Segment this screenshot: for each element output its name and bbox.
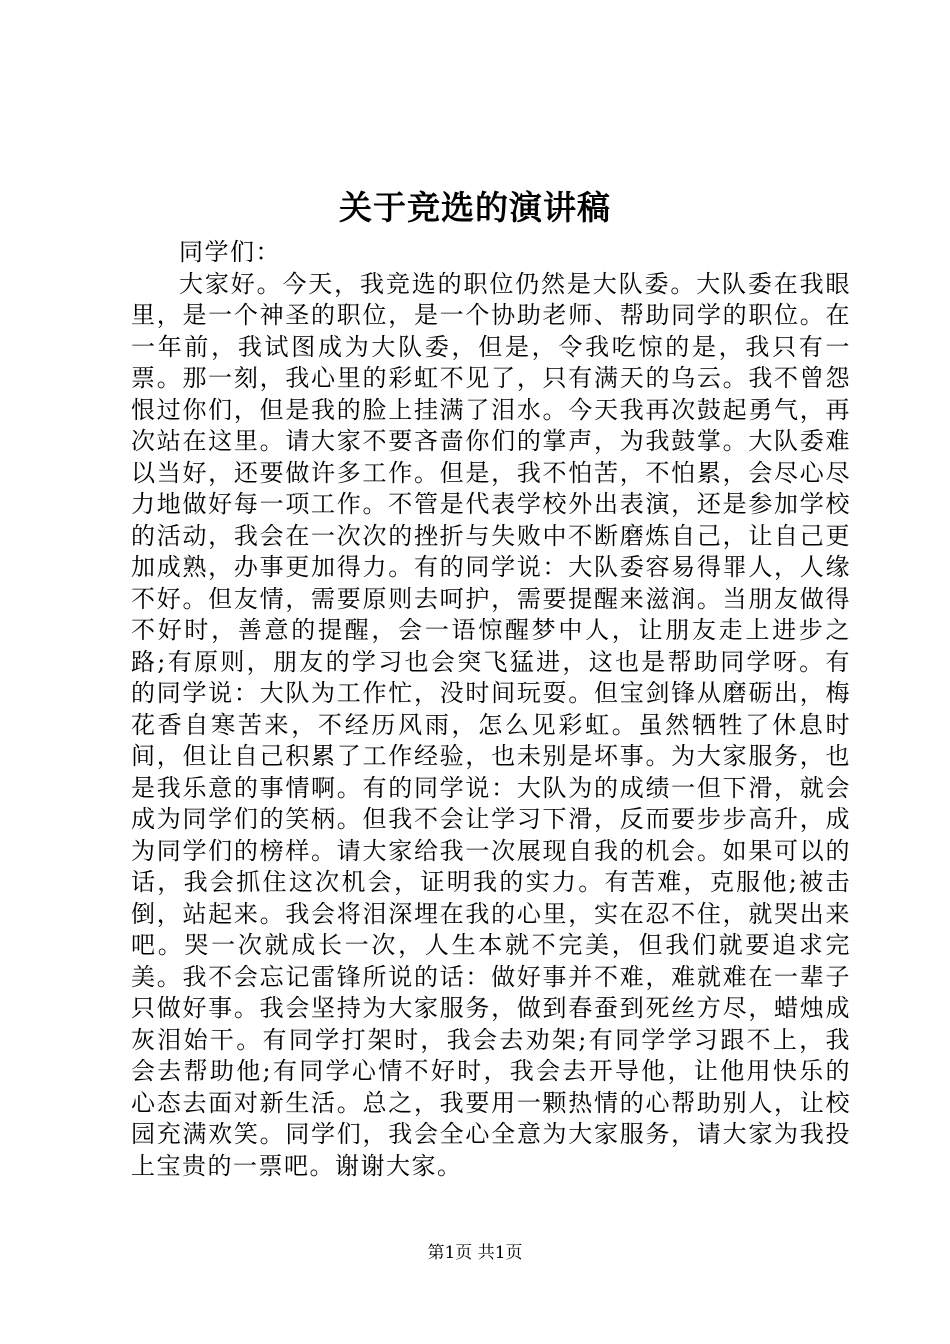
document-title: 关于竞选的演讲稿 — [339, 188, 611, 227]
document-body — [131, 237, 851, 1182]
salutation: 同学们： — [179, 238, 281, 266]
page-footer: 第1页 共1页 — [427, 1243, 523, 1263]
speech-paragraph: 大家好。今天，我竞选的职位仍然是大队委。大队委在我眼里，是一个神圣的职位，是一个协助老师、帮助同学的职位。在一年前，我试图成为大队委，但是，令我吃惊的是，我只有一票。那一刻，我心里的彩虹不见了，只有满天的乌云。我不曾怨恨过你们，但是我的脸上挂满了泪水。今天我再次鼓起勇气，再次站在这里。请大家不要吝啬你们的掌声，为我鼓掌。大队委难以当好，还要做许多工作。但是，我不怕苦，不怕累，会尽心尽力地做好每一项工作。不管是代表学校外出表演，还是参加学校的活动，我会在一次次的挫折与失败中不断磨炼自己，让自己更加成熟，办事更加得力。有的同学说：大队委容易得罪人，人缘不好。但友情，需要原则去呵护，需要提醒来滋润。当朋友做得不好时，善意的提醒，会一语惊醒梦中人，让朋友走上进步之路;有原则，朋友的学习也会突飞猛进，这也是帮助同学呀。有的同学说：大队为工作忙，没时间玩耍。但宝剑锋从磨砺出，梅花香自寒苦来，不经历风雨，怎么见彩虹。虽然牺牲了休息时间，但让自己积累了工作经验，也未别是坏事。为大家服务，也是我乐意的事情啊。有的同学说：大队为的成绩一但下滑，就会成为同学们的笑柄。但我不会让学习下滑，反而要步步高升，成为同学们的榜样。请大家给我一次展现自我的机会。如果可以的话，我会抓住这次机会，证明我的实力。有苦难，克服他;被击倒，站起来。我会将泪深埋在我的心里，实在忍不住，就哭出来吧。哭一次就成长一次，人生本就不完美，但我们就要追求完美。我不会忘记雷锋所说的话：做好事并不难，难就难在一辈子只做好事。我会坚持为大家服务，做到春蚕到死丝方尽，蜡烛成灰泪始干。有同学打架时，我会去劝架;有同学学习跟不上，我会去帮助他;有同学心情不好时，我会去开导他，让他用快乐的心态去面对新生活。总之，我要用一颗热情的心帮助别人，让校园充满欢笑。同学们，我会全心全意为大家服务，请大家为我投上宝贵的一票吧。谢谢大家。 — [131, 269, 851, 1180]
